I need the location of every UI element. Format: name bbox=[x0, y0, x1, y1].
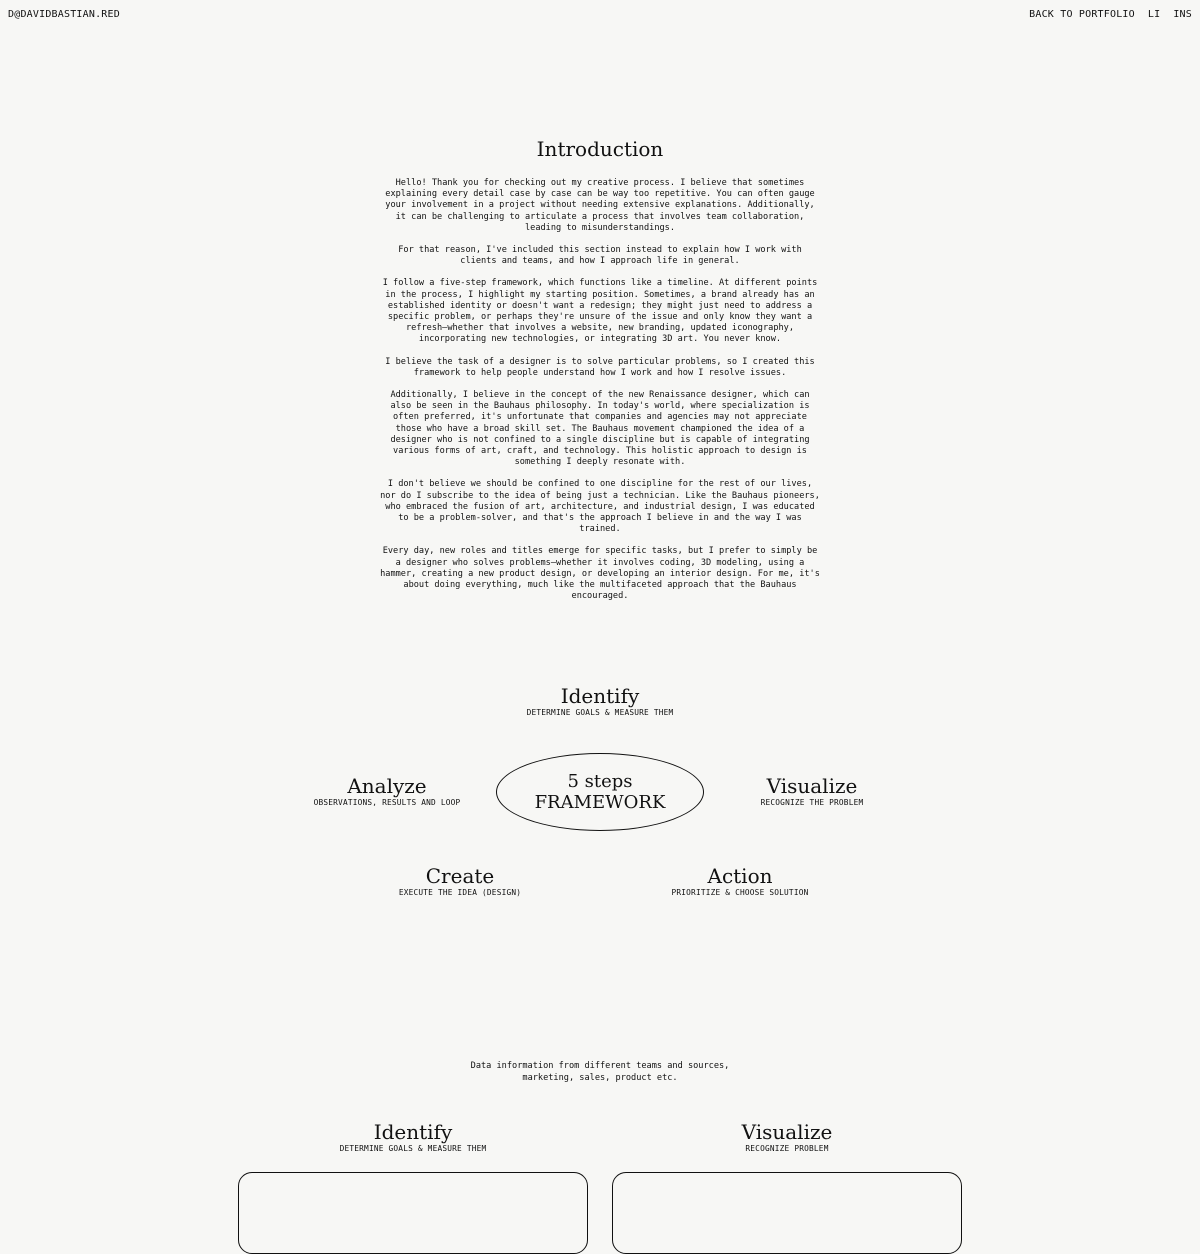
bottom-step-visualize bbox=[687, 1120, 887, 1153]
linkedin-link[interactable]: LI bbox=[1147, 9, 1161, 20]
step-action bbox=[640, 864, 840, 897]
step-name: Identify bbox=[560, 684, 640, 708]
step-subtitle: PRIORITIZE & CHOOSE SOLUTION bbox=[671, 888, 809, 897]
data-info-line: Data information from different teams and sources, bbox=[470, 1061, 730, 1071]
intro-paragraph: I believe the task of a designer is to solve particular problems, so I created this framework to help people understand how I work and how I resolve issues. bbox=[385, 356, 815, 378]
identify-card bbox=[238, 1172, 588, 1254]
step-name: Visualize bbox=[741, 1120, 833, 1144]
intro-paragraph: I don't believe we should be confined to one discipline for the rest of our lives, nor do I subscribe to the idea of being just a technician. Like the Bauhaus pioneers, who embraced the fusion of art, architecture, and industrial design, I was educated to be a problem-solver, and that's the approach I believe in and the way I was trained. bbox=[380, 479, 820, 535]
step-name: Identify bbox=[373, 1120, 453, 1144]
framework-center-line2: FRAMEWORK bbox=[534, 792, 666, 813]
back-to-portfolio-link[interactable]: BACK TO PORTFOLIO bbox=[1029, 9, 1135, 20]
intro-paragraph: For that reason, I've included this section instead to explain how I work with clients and teams, and how I approach life in general. bbox=[398, 245, 802, 267]
intro-text bbox=[380, 178, 820, 614]
step-name: Create bbox=[425, 864, 495, 888]
step-name: Visualize bbox=[766, 774, 858, 798]
step-name: Analyze bbox=[347, 774, 427, 798]
bottom-step-identify bbox=[313, 1120, 513, 1153]
step-subtitle: DETERMINE GOALS & MEASURE THEM bbox=[526, 708, 674, 717]
step-identify bbox=[500, 684, 700, 717]
step-name: Action bbox=[707, 864, 773, 888]
data-info-line: marketing, sales, product etc. bbox=[522, 1073, 678, 1083]
step-create bbox=[360, 864, 560, 897]
step-subtitle: EXECUTE THE IDEA (DESIGN) bbox=[398, 888, 522, 897]
framework-center-ellipse bbox=[496, 753, 704, 831]
intro-paragraph: Every day, new roles and titles emerge for specific tasks, but I prefer to simply be a designer who solves problems—whether it involves coding, 3D modeling, using a hammer, creating a new product design, or developing an interior design. For me, it's about doing everything, much like the multifaceted approach that the Bauhaus encouraged. bbox=[380, 546, 820, 602]
step-analyze bbox=[287, 774, 487, 807]
step-visualize bbox=[712, 774, 912, 807]
data-info-text bbox=[0, 1060, 1200, 1084]
top-nav bbox=[1029, 9, 1192, 20]
top-bar bbox=[8, 9, 1192, 25]
intro-paragraph: Hello! Thank you for checking out my creative process. I believe that sometimes explaining every detail case by case can be way too repetitive. You can often gauge your involvement in a project without needing extensive explanations. Additionally, it can be challenging to articulate a process that involves team collaboration, leading to misunderstandings. bbox=[385, 178, 815, 233]
brand-email-link[interactable]: D@DAVIDBASTIAN.RED bbox=[8, 9, 120, 20]
framework-center-line1: 5 steps bbox=[567, 771, 633, 792]
step-subtitle: DETERMINE GOALS & MEASURE THEM bbox=[339, 1144, 487, 1153]
visualize-card bbox=[612, 1172, 962, 1254]
intro-title: Introduction bbox=[536, 137, 664, 161]
step-subtitle: OBSERVATIONS, RESULTS AND LOOP bbox=[313, 798, 461, 807]
step-subtitle: RECOGNIZE PROBLEM bbox=[745, 1144, 829, 1153]
intro-paragraph: I follow a five-step framework, which functions like a timeline. At different points in the process, I highlight my starting position. Sometimes, a brand already has an established identity or doesn't want a redesign; they might just need to address a specific problem, or perhaps they're unsure of the issue and only know they want a refresh—whether that involves a website, new branding, updated iconography, incorporating new technologies, or integrating 3D art. You never know. bbox=[382, 278, 818, 345]
step-subtitle: RECOGNIZE THE PROBLEM bbox=[760, 798, 864, 807]
instagram-link[interactable]: INS bbox=[1173, 9, 1192, 20]
intro-paragraph: Additionally, I believe in the concept of the new Renaissance designer, which can also be seen in the Bauhaus philosophy. In today's world, where specialization is often preferred, it's unfortunate that companies and agencies may not appreciate those who have a broad skill set. The Bauhaus movement championed the idea of a designer who is not confined to a single discipline but is capable of integrating various forms of art, craft, and technology. This holistic approach to design is something I deeply resonate with. bbox=[390, 390, 810, 468]
